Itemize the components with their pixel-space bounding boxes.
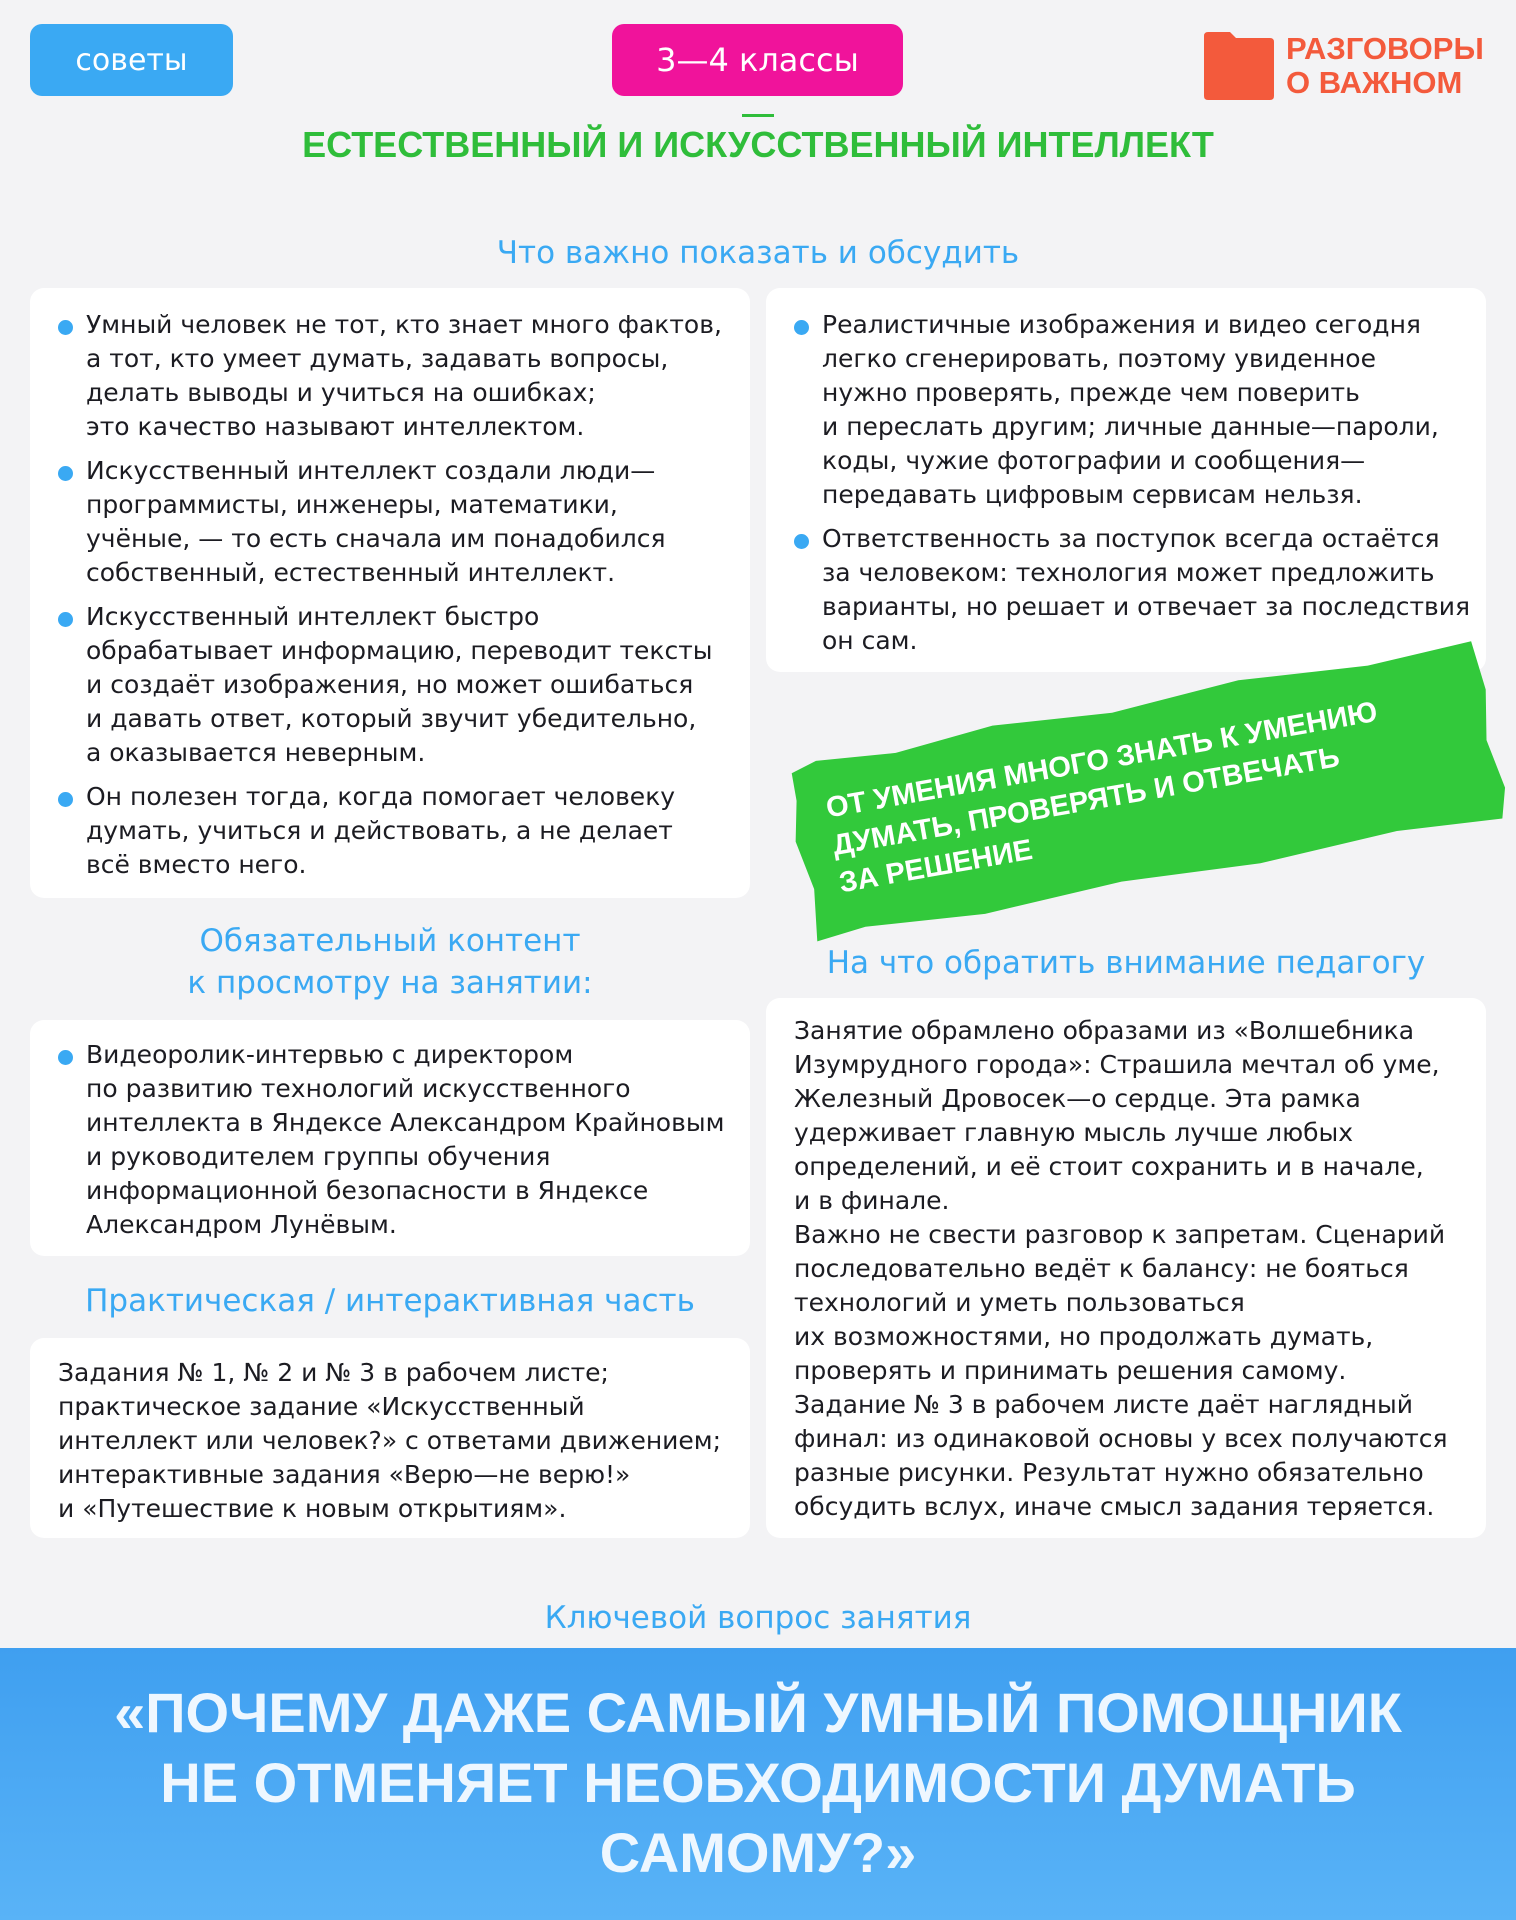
section-heading-practical: Практическая / интерактивная часть <box>85 1283 695 1319</box>
list-item <box>766 522 1486 658</box>
card-teacher <box>766 998 1486 1538</box>
card-practical <box>30 1338 750 1538</box>
dot-icon <box>58 320 73 335</box>
practical-text: Задания № 1, № 2 и № 3 в рабочем листе; практическое задание «Искусственный интеллект или человек?» с ответами движением; интерактивные задания «Верю—не верю!» и «Путешествие к новым открытиям». <box>58 1358 722 1523</box>
banner-text: ОТ УМЕНИЯ МНОГО ЗНАТЬ К УМЕНИЮ ДУМАТЬ, ПРОВЕРЯТЬ И ОТВЕЧАТЬ ЗА РЕШЕНИЕ <box>823 695 1380 900</box>
folder-icon <box>1204 30 1274 100</box>
page-title: ЕСТЕСТВЕННЫЙ И ИСКУССТВЕННЫЙ ИНТЕЛЛЕКТ <box>302 124 1214 165</box>
dot-icon <box>58 792 73 807</box>
title-dash <box>742 114 774 117</box>
logo <box>1204 30 1494 102</box>
key-question-text: «ПОЧЕМУ ДАЖЕ САМЫЙ УМНЫЙ ПОМОЩНИК НЕ ОТМЕНЯЕТ НЕОБХОДИМОСТИ ДУМАТЬ САМОМУ?» <box>114 1681 1402 1884</box>
dot-icon <box>58 612 73 627</box>
dot-icon <box>58 466 73 481</box>
bullet-list-mandatory <box>30 1038 750 1242</box>
list-item <box>30 308 750 444</box>
list-item <box>30 1038 750 1242</box>
logo-line1: РАЗГОВОРЫ <box>1286 31 1484 66</box>
section-heading-mandatory: Обязательный контент к просмотру на занятии: <box>187 923 593 1001</box>
list-item <box>30 454 750 590</box>
list-item-text: Ответственность за поступок всегда остаётся за человеком: технология может предложить варианты, но решает и отвечает за последствия он сам. <box>822 524 1471 655</box>
slogan-banner <box>774 629 1516 951</box>
card-show-discuss-right <box>766 288 1486 672</box>
list-item <box>30 780 750 882</box>
list-item-text: Он полезен тогда, когда помогает человеку думать, учиться и действовать, а не делает всё вместо него. <box>86 782 676 879</box>
logo-text <box>1286 32 1484 100</box>
list-item-text: Искусственный интеллект создали люди— программисты, инженеры, математики, учёные, — то есть сначала им понадобился собственный, естественный интеллект. <box>86 456 666 587</box>
card-show-discuss-left <box>30 288 750 898</box>
tag-advice: советы <box>30 24 233 96</box>
list-item <box>766 308 1486 512</box>
list-item-text: Видеоролик-интервью с директором по развитию технологий искусственного интеллекта в Яндексе Александром Крайновым и руководителем группы обучения информационной безопасности в Яндексе Александром Лунёвым. <box>86 1040 725 1239</box>
dot-icon <box>794 534 809 549</box>
list-item <box>30 600 750 770</box>
section-heading-teacher: На что обратить внимание педагогу <box>826 945 1426 981</box>
key-question-label: Ключевой вопрос занятия <box>544 1600 972 1636</box>
bullet-list-right <box>766 308 1486 658</box>
section-heading-show-discuss: Что важно показать и обсудить <box>496 235 1020 271</box>
dot-icon <box>58 1050 73 1065</box>
list-item-text: Умный человек не тот, кто знает много фактов, а тот, кто умеет думать, задавать вопросы, делать выводы и учиться на ошибках; это качество называют интеллектом. <box>86 310 722 441</box>
card-mandatory <box>30 1020 750 1256</box>
logo-line2: О ВАЖНОМ <box>1286 65 1463 100</box>
bullet-list-left <box>30 308 750 882</box>
teacher-text: Занятие обрамлено образами из «Волшебника Изумрудного города»: Страшила мечтал об уме, Железный Дровосек—о сердце. Эта рамка удерживает главную мысль лучше любых определений, и её стоит сохранить и в начале, и в финале. Важно не свести разговор к запретам. Сценарий последовательно ведёт к балансу: не бояться технологий и уметь пользоваться их возможностями, но продолжать думать, проверять и принимать решения самому. Задание № 3 в рабочем листе даёт наглядный финал: из одинаковой основы у всех получаются разные рисунки. Результат нужно обязательно обсудить вслух, иначе смысл задания теряется. <box>794 1016 1448 1521</box>
tag-grade: 3—4 классы <box>612 24 903 96</box>
list-item-text: Реалистичные изображения и видео сегодня легко сгенерировать, поэтому увиденное нужно проверять, прежде чем поверить и переслать другим; личные данные—пароли, коды, чужие фотографии и сообщения— передавать цифровым сервисам нельзя. <box>822 310 1439 509</box>
dot-icon <box>794 320 809 335</box>
list-item-text: Искусственный интеллект быстро обрабатывает информацию, переводит тексты и создаёт изображения, но может ошибаться и давать ответ, который звучит убедительно, а оказывается неверным. <box>86 602 713 767</box>
